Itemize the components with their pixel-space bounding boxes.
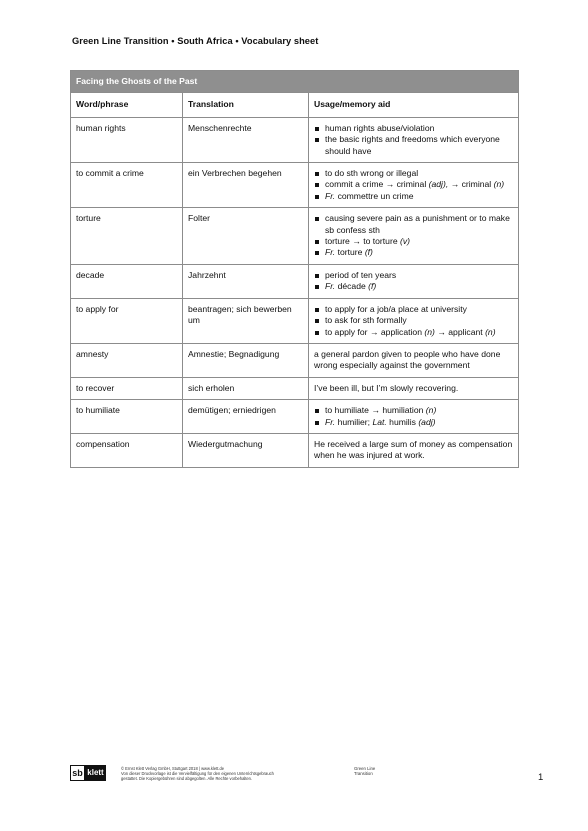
usage-text-segment: the basic rights and freedoms which everyone should have <box>325 134 500 156</box>
table-row <box>71 433 519 467</box>
table-row <box>71 208 519 265</box>
word-cell: to humiliate <box>71 400 183 434</box>
footer-brand-line-2: Transition <box>354 771 373 777</box>
usage-text-segment: Fr. <box>325 190 336 201</box>
usage-text-segment: to apply for → application <box>325 326 425 337</box>
usage-list <box>314 270 513 293</box>
usage-item <box>314 281 513 292</box>
usage-item <box>314 315 513 326</box>
word-cell: to apply for <box>71 298 183 343</box>
usage-item <box>314 134 513 157</box>
usage-text-segment: (n) <box>424 326 435 337</box>
usage-text-segment: torture → to torture <box>325 236 400 247</box>
column-header-usage: Usage/memory aid <box>309 93 519 117</box>
translation-cell: demütigen; erniedrigen <box>183 400 309 434</box>
usage-cell <box>309 264 519 298</box>
usage-text-segment: Fr. <box>325 247 336 258</box>
translation-cell: ein Verbrechen begehen <box>183 163 309 208</box>
usage-item <box>314 236 513 247</box>
usage-cell <box>309 117 519 162</box>
translation-cell: Amnestie; Begnadigung <box>183 343 309 377</box>
usage-list <box>314 304 513 338</box>
usage-cell <box>309 400 519 434</box>
translation-cell: Wiedergutmachung <box>183 433 309 467</box>
usage-text-segment: period of ten years <box>325 269 397 280</box>
usage-list <box>314 405 513 428</box>
table-row <box>71 117 519 162</box>
copyright-notice <box>121 766 326 782</box>
usage-item <box>314 123 513 134</box>
usage-text-segment: commettre un crime <box>335 190 414 201</box>
usage-item <box>314 179 513 190</box>
footer-brand <box>354 766 375 776</box>
usage-text-segment: to humiliate → humiliation <box>325 405 426 416</box>
logo-right-mark: klett <box>85 765 106 781</box>
usage-text-segment: torture <box>335 247 365 258</box>
usage-item <box>314 405 513 416</box>
usage-text-segment: to do sth wrong or illegal <box>325 168 419 179</box>
copyright-line-3: gestattet. Die Kopiergebühren sind abgegolten. Alle Rechte vorbehalten. <box>121 776 253 782</box>
usage-item <box>314 304 513 315</box>
translation-cell: Jahrzehnt <box>183 264 309 298</box>
usage-text-segment: (adj), <box>428 179 449 190</box>
table-row <box>71 298 519 343</box>
usage-cell <box>309 163 519 208</box>
usage-text-segment: Lat. <box>372 416 387 427</box>
usage-text-segment: (adj) <box>418 416 436 427</box>
publisher-logo <box>70 765 106 781</box>
usage-text-segment: décade <box>335 281 369 292</box>
table-row <box>71 400 519 434</box>
word-cell: amnesty <box>71 343 183 377</box>
usage-item <box>314 270 513 281</box>
usage-text-segment: causing severe pain as a punishment or to make sb confess sth <box>325 213 510 235</box>
translation-cell: Menschenrechte <box>183 117 309 162</box>
usage-text-segment: to apply for a job/a place at university <box>325 303 467 314</box>
usage-text-segment: (n) <box>485 326 496 337</box>
word-cell: to recover <box>71 377 183 399</box>
table-row <box>71 343 519 377</box>
usage-text-segment: human rights abuse/violation <box>325 122 435 133</box>
usage-cell <box>309 298 519 343</box>
usage-text-segment: (v) <box>400 236 411 247</box>
copyright-line-1: © Ernst Klett Verlag GmbH, Stuttgart 2018 | www.klett.de <box>121 766 225 771</box>
usage-cell: I’ve been ill, but I’m slowly recovering. <box>309 377 519 399</box>
usage-text-segment: (n) <box>425 405 437 416</box>
usage-cell: a general pardon given to people who have done wrong especially against the government <box>309 343 519 377</box>
usage-text-segment: (n) <box>493 179 505 190</box>
translation-cell: sich erholen <box>183 377 309 399</box>
usage-list <box>314 123 513 157</box>
word-cell: to commit a crime <box>71 163 183 208</box>
table-row <box>71 377 519 399</box>
column-header-translation: Translation <box>183 93 309 117</box>
usage-item <box>314 191 513 202</box>
logo-left-mark: sb <box>70 765 85 781</box>
page-title: Green Line Transition • South Africa • Vocabulary sheet <box>72 36 319 46</box>
word-cell: human rights <box>71 117 183 162</box>
usage-text-segment: (f) <box>368 281 377 292</box>
usage-item <box>314 213 513 236</box>
column-header-word: Word/phrase <box>71 93 183 117</box>
word-cell: decade <box>71 264 183 298</box>
footer-brand-line-1: Green Line <box>354 766 376 771</box>
usage-item <box>314 168 513 179</box>
usage-text-segment: to ask for sth formally <box>325 315 407 326</box>
usage-text-segment: (f) <box>364 247 373 258</box>
table-row <box>71 264 519 298</box>
usage-list <box>314 213 513 259</box>
word-cell: compensation <box>71 433 183 467</box>
usage-text-segment: Fr. <box>325 281 336 292</box>
usage-list <box>314 168 513 202</box>
usage-cell <box>309 208 519 265</box>
usage-item <box>314 417 513 428</box>
translation-cell: Folter <box>183 208 309 265</box>
section-title: Facing the Ghosts of the Past <box>71 71 519 93</box>
usage-text-segment: humilis <box>386 416 419 427</box>
usage-text-segment: → criminal <box>448 179 494 190</box>
usage-item <box>314 247 513 258</box>
word-cell: torture <box>71 208 183 265</box>
usage-cell: He received a large sum of money as compensation when he was injured at work. <box>309 433 519 467</box>
page-number: 1 <box>538 772 544 783</box>
usage-text-segment: → applicant <box>434 326 486 337</box>
vocabulary-table <box>70 70 519 468</box>
copyright-line-2: Von dieser Druckvorlage ist die Vervielfältigung für den eigenen Unterrichtsgebrauch <box>121 771 274 777</box>
usage-item <box>314 327 513 338</box>
usage-text-segment: humilier; <box>335 416 373 427</box>
table-row <box>71 163 519 208</box>
usage-text-segment: Fr. <box>325 416 336 427</box>
usage-text-segment: commit a crime → criminal <box>325 179 429 190</box>
translation-cell: beantragen; sich bewerben um <box>183 298 309 343</box>
